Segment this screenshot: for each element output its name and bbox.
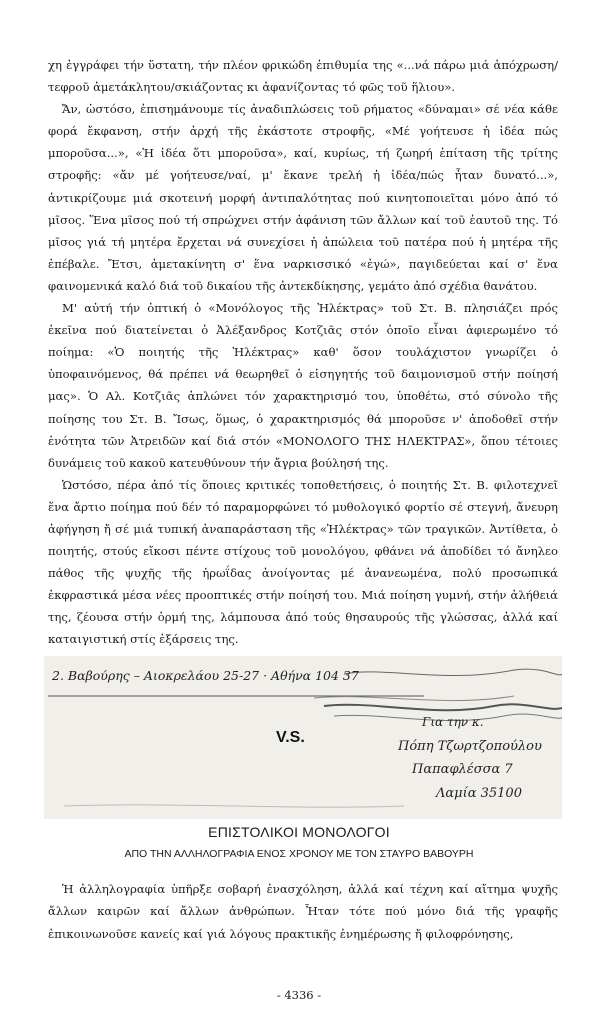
section-body: [48, 878, 558, 945]
section-title: ΕΠΙΣΤΟΛΙΚΟΙ ΜΟΝΟΛΟΓΟΙ: [208, 824, 390, 840]
page-number: - 4336 -: [276, 988, 322, 1002]
addressee-line: Για την κ.: [422, 715, 484, 729]
paragraph: Μ' αὐτή τήν ὀπτική ὁ «Μονόλογος τῆς Ἠλέκτρας» τοῦ Στ. Β. πλησιάζει πρός ἐκεῖνα πού διατείνεται ὁ Ἀλέξανδρος Κοτζιᾶς στόν ὁποῖο εἶναι ἀφιερωμένο τό ποίημα: «Ὁ ποιητής τῆς Ἠλέκτρας» καθ' ὅσον τουλάχιστον γνωρίζει ὁ ὑποφαινόμενος, θά πρέπει νά θεωρηθεῖ ὁ εἰσηγητής τοῦ δαιμονισμοῦ στήν ποίησή μας». Ὁ Αλ. Κοτζιᾶς ἁπλώνει τόν χαρακτηρισμό του, ὑποθέτω, στό σύνολο τῆς ποίησης του Στ. Β. Ἴσως, ὅμως, ὁ χαρακτηρισμός θά μποροῦσε ν' ἀποδοθεῖ στήν ἑνότητα τῶν Ἀτρειδῶν καί διά στόν «ΜΟΝΟΛΟΓΟ ΤΗΣ ΗΛΕΚΤΡΑΣ», ὅπου τέτοιες δυνάμεις τοῦ κακοῦ κατευθύνουν τήν ἄγρια βούλησή της.: [48, 301, 558, 470]
section-subtitle: ΑΠΟ ΤΗΝ ΑΛΛΗΛΟΓΡΑΦΙΑ ΕΝΟΣ ΧΡΟΝΟΥ ΜΕ ΤΟΝ ΣΤΑΥΡΟ ΒΑΒΟΥΡΗ: [124, 848, 474, 860]
paragraph: Ὡστόσο, πέρα ἀπό τίς ὅποιες κριτικές τοποθετήσεις, ὁ ποιητής Στ. Β. φιλοτεχνεῖ ἕνα ἄρτιο ποίημα πού δέν τό παραμορφώνει τό μυθολογικό φορτίο σέ στεγνή, ἄνευρη ἀφήγηση ἤ σέ μιά τυπική ἀναπαράσταση τῆς «Ἠλέκτρας» τῶν τραγικῶν. Ἀντίθετα, ὁ ποιητής, στούς εἴκοσι πέντε στίχους τοῦ μονολόγου, φθάνει νά ἀποδίδει τό ἄνηλεο πάθος τῆς ψυχῆς τῆς ἡρωΐδας ἀνοίγοντας μέ ἀνανεωμένα, πολύ προσωπικά ἐκφραστικά μέσα νέες προοπτικές στήν ποίησή του. Μιά ποίηση γυμνή, στήν ἀλήθειά της, ζέουσα στήν ὁρμή της, λάμπουσα ἀπό τούς θησαυρούς τῆς γλώσσας, ἀλλά καί καταιγιστική στίς ἐξάρσεις της.: [48, 477, 558, 647]
monogram: V.S.: [276, 729, 305, 746]
paragraph: χη ἐγγράφει τήν ὕστατη, τήν πλέον φρικώδη ἐπιθυμία της «...νά πάρω μιά ἀπόχρωση/τεφροῦ ἀμετάκλητου/σκιάζοντας κι ἀφανίζοντας τό φῶς τοῦ ἥλιου».: [48, 58, 558, 95]
paragraph: Ἄν, ὡστόσο, ἐπισημάνουμε τίς ἀναδιπλώσεις τοῦ ρήματος «δύναμαι» σέ νέα κάθε φορά ἔκφανση, στήν ἀρχή τῆς ἑκάστοτε στροφῆς, «Μέ γοήτευσε ἡ ἰδέα πώς μποροῦσα...», «Ἡ ἰδέα ὅτι μποροῦσα», καί, κυρίως, τή ζωηρή ἐπίταση τῆς τρίτης στροφῆς: «ἄν μέ γοήτευσε/ναί, μ' ἔκανε τρελή ἡ ἰδέα/πώς ἦταν δυνατό...», ἀντικρίζουμε μιά σκοτεινή μορφή ἀντιπαλότητας πού κινητοποιεῖται μόνο ἀπό τό μῖσος. Ἕνα μῖσος πού τή σπρώχνει στήν ἀφάνιση τῶν ἄλλων καί τοῦ ἑαυτοῦ της. Τό μῖσος γιά τή μητέρα ἔρχεται νά συνεχίσει ἡ ἀπώλεια τοῦ πατέρα πού ἡ μητέρα τῆς ἐπέβαλε. Ἔτσι, ἀμετακίνητη σ' ἕνα ναρκισσικό «ἐγώ», παγιδεύεται καί σ' ἕνα φαινομενικά καλό διά τοῦ δικαίου τῆς ἀντεκδίκησης, γεμάτο ἀπό σχέδια θανάτου.: [48, 102, 558, 293]
addressee-line: Λαμία 35100: [436, 786, 522, 801]
paragraph: Ἡ ἀλληλογραφία ὑπῆρξε σοβαρή ἐνασχόληση, ἀλλά καί τέχνη καί αἴτημα ψυχῆς ἄλλων καιρῶν καί ἄλλων ἀνθρώπων. Ἦταν τότε πού μόνο διά τῆς γραφῆς ἐπικοινωνοῦσε κανείς καί γιά λόγους πρακτικῆς ἐνημέρωσης ἤ φιλοφρόνησης,: [48, 882, 558, 941]
addressee-line: Πόπη Τζωρτζοπούλου: [398, 739, 542, 754]
return-address: 2. Βαβούρης – Αιοκρελάου 25-27 · Αθήνα 104 37: [52, 668, 359, 683]
envelope-image: [44, 656, 562, 819]
addressee-line: Παπαφλέσσα 7: [412, 762, 513, 777]
article-body: [48, 54, 558, 651]
